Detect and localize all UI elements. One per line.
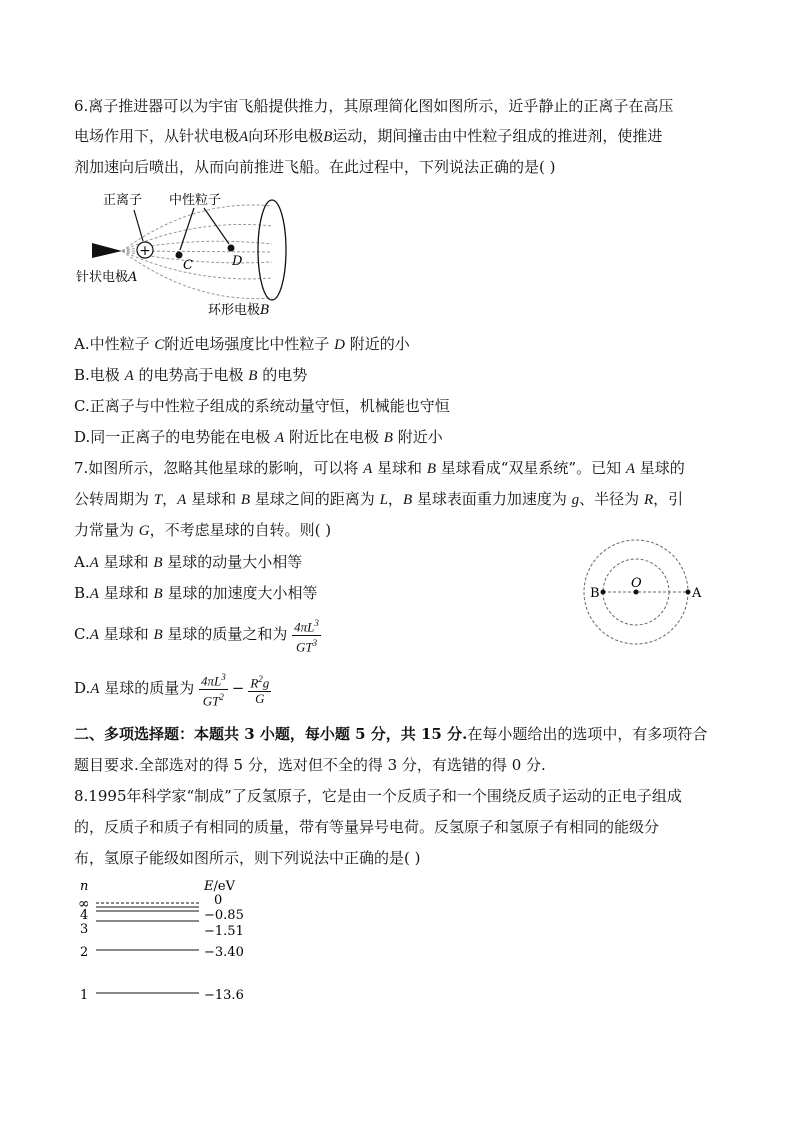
q7-line-3: 力常量为 G，不考虑星球的自转。则( ) <box>74 521 332 539</box>
level-n-4: 4 <box>80 908 89 923</box>
e-label: E/eV <box>204 879 235 894</box>
level-e-inf: 0 <box>214 893 223 908</box>
ion-label: 正离子 <box>103 193 143 208</box>
q6-option-c: C.正离子与中性粒子组成的系统动量守恒，机械能也守恒 <box>74 397 450 415</box>
q7-option-a: A.A 星球和 B 星球的动量大小相等 <box>74 553 303 571</box>
star-b-label: B <box>590 586 600 601</box>
level-e-2: −3.40 <box>204 945 244 960</box>
level-n-1: 1 <box>80 988 89 1003</box>
plus-sign: + <box>139 243 151 259</box>
ion-pointer <box>134 210 143 241</box>
center-o-label: O <box>631 576 642 591</box>
q6-line-2: 电场作用下，从针状电极A向环形电极B运动，期间撞击由中性粒子组成的推进剂，使推进 <box>74 127 663 145</box>
binary-star-figure <box>578 538 708 648</box>
section-2-line-1: 二、多项选择题：本题共 3 小题，每小题 5 分，共 15 分.在每小题给出的选项中，有多项符合 <box>74 725 708 743</box>
level-n-inf: ∞ <box>78 896 90 912</box>
option-d-fraction-1: $\frac{4\pi L^3}{GT^2}$ <box>200 672 226 708</box>
q7-line-2: 公转周期为 T，A 星球和 B 星球之间的距离为 L，B 星球表面重力加速度为 g、半径为 R，引 <box>74 490 684 508</box>
level-e-4: −0.85 <box>204 908 244 923</box>
level-n-2: 2 <box>80 945 89 960</box>
ion-thruster-figure <box>74 188 304 320</box>
star-b <box>601 590 606 595</box>
q6-line-3: 剂加速向后喷出，从而向前推进飞船。在此过程中，下列说法正确的是( ) <box>74 158 556 176</box>
q8-line-2: 的，反质子和质子有相同的质量，带有等量异号电荷。反氢原子和氢原子有相同的能级分 <box>74 818 660 836</box>
star-a-label: A <box>692 586 702 601</box>
c-pointer <box>180 208 194 250</box>
level-n-3: 3 <box>80 922 89 937</box>
particle-d <box>228 245 235 252</box>
q7-option-c: C.A 星球和 B 星球的质量之和为 $\frac{4\pi L^3}{GT^3}$ <box>74 618 319 654</box>
c-label: C <box>183 258 193 273</box>
q7-option-b: B.A 星球和 B 星球的加速度大小相等 <box>74 584 318 602</box>
q6-option-d: D.同一正离子的电势能在电极 A 附近比在电极 B 附近小 <box>74 428 443 446</box>
level-e-1: −13.6 <box>204 988 244 1003</box>
q6-option-a: A.中性粒子 C附近电场强度比中性粒子 D 附近的小 <box>74 335 410 353</box>
option-d-fraction-2: $\frac{R^2g}{G}$ <box>250 674 270 706</box>
d-label: D <box>232 254 243 269</box>
option-c-fraction: $\frac{4\pi L^3}{GT^3}$ <box>294 618 319 654</box>
level-e-3: −1.51 <box>204 924 244 939</box>
q6-option-b: B.电极 A 的电势高于电极 B 的电势 <box>74 366 308 384</box>
d-pointer <box>204 208 229 244</box>
q7-line-1: 7.如图所示，忽略其他星球的影响，可以将 A 星球和 B 星球看成“双星系统”。已知 A 星球的 <box>74 459 685 477</box>
needle-label: 针状电极A <box>76 270 138 285</box>
needle-electrode <box>92 243 122 258</box>
neutral-label: 中性粒子 <box>169 193 222 208</box>
ring-label: 环形电极B <box>208 303 270 318</box>
ring-electrode <box>258 200 286 300</box>
q6-line-1: 6.离子推进器可以为宇宙飞船提供推力，其原理简化图如图所示，近乎静止的正离子在高压 <box>74 97 674 115</box>
energy-level-diagram <box>74 876 274 1008</box>
q8-line-3: 布，氢原子能级如图所示，则下列说法中正确的是( ) <box>74 849 421 867</box>
n-label: n <box>80 879 89 894</box>
q8-line-1: 8.1995年科学家“制成”了反氢原子，它是由一个反质子和一个围绕反质子运动的正电子组成 <box>74 787 682 805</box>
star-a <box>686 590 691 595</box>
section-2-line-2: 题目要求.全部选对的得 5 分，选对但不全的得 3 分，有选错的得 0 分. <box>74 756 546 774</box>
particle-c <box>176 252 183 259</box>
q7-option-d: D.A 星球的质量为 $\frac{4\pi L^3}{GT^2}$ − $\frac{R^2g}{G}$ <box>74 672 270 708</box>
